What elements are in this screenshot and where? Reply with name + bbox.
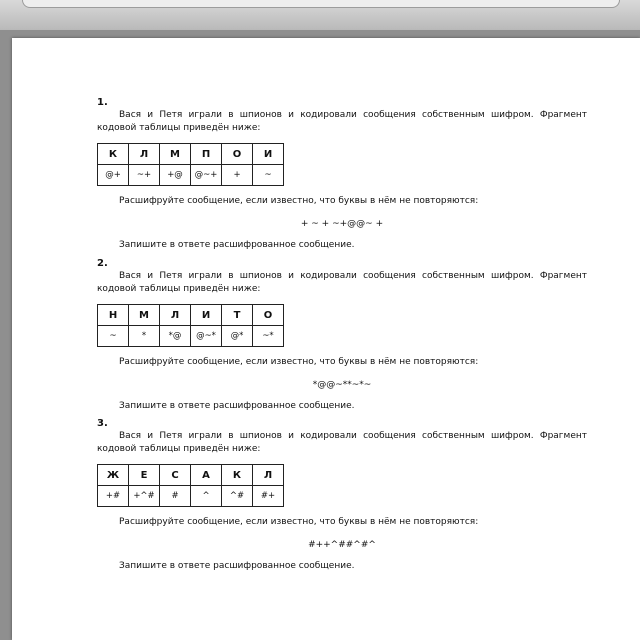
letter-cell: Н xyxy=(98,305,129,326)
code-table xyxy=(97,143,284,186)
document-page[interactable] xyxy=(12,38,640,640)
task-1 xyxy=(97,97,587,251)
letter-cell: О xyxy=(253,305,284,326)
task-number: 3. xyxy=(97,418,108,429)
letter-cell: Л xyxy=(129,144,160,165)
code-cell: ~+ xyxy=(129,165,160,186)
letter-cell: Т xyxy=(222,305,253,326)
letter-cell: О xyxy=(222,144,253,165)
letter-cell: Л xyxy=(253,465,284,486)
letter-cell: М xyxy=(160,144,191,165)
code-cell: ~ xyxy=(98,326,129,347)
task-instruction: Расшифруйте сообщение, если известно, что буквы в нём не повторяются: xyxy=(119,357,479,367)
code-cell: + xyxy=(222,165,253,186)
task-instruction: Расшифруйте сообщение, если известно, что буквы в нём не повторяются: xyxy=(119,196,479,206)
code-cell: @~* xyxy=(191,326,222,347)
code-cell: +@ xyxy=(160,165,191,186)
code-table xyxy=(97,464,284,507)
encoded-message: #++^##^#^ xyxy=(308,540,376,550)
viewer-top-frame xyxy=(0,0,640,30)
letter-cell: П xyxy=(191,144,222,165)
codes-row xyxy=(98,326,284,347)
task-3 xyxy=(97,418,587,572)
letters-row xyxy=(98,465,284,486)
code-cell: +^# xyxy=(129,486,160,507)
encoded-message: *@@~**~*~ xyxy=(312,380,372,390)
codes-row xyxy=(98,165,284,186)
letters-row xyxy=(98,305,284,326)
letter-cell: Е xyxy=(129,465,160,486)
encoded-message: + ~ + ~+@@~ + xyxy=(300,219,384,229)
task-text: Вася и Петя играли в шпионов и кодировали сообщения собственным шифром. Фрагмент кодовой таблицы приведён ниже: xyxy=(97,271,587,294)
code-cell: +# xyxy=(98,486,129,507)
letter-cell: Ж xyxy=(98,465,129,486)
code-cell: ~* xyxy=(253,326,284,347)
letter-cell: И xyxy=(191,305,222,326)
task-number: 1. xyxy=(97,97,108,108)
answer-prompt: Запишите в ответе расшифрованное сообщение. xyxy=(119,240,355,250)
letter-cell: С xyxy=(160,465,191,486)
code-cell: ~ xyxy=(253,165,284,186)
code-cell: ^ xyxy=(191,486,222,507)
answer-prompt: Запишите в ответе расшифрованное сообщение. xyxy=(119,401,355,411)
task-text: Вася и Петя играли в шпионов и кодировали сообщения собственным шифром. Фрагмент кодовой таблицы приведён ниже: xyxy=(97,431,587,454)
letter-cell: К xyxy=(222,465,253,486)
codes-row xyxy=(98,486,284,507)
task-2 xyxy=(97,258,587,412)
code-cell: # xyxy=(160,486,191,507)
letter-cell: К xyxy=(98,144,129,165)
letter-cell: А xyxy=(191,465,222,486)
code-cell: @* xyxy=(222,326,253,347)
letter-cell: И xyxy=(253,144,284,165)
code-table xyxy=(97,304,284,347)
task-instruction: Расшифруйте сообщение, если известно, что буквы в нём не повторяются: xyxy=(119,517,479,527)
code-cell: ^# xyxy=(222,486,253,507)
answer-prompt: Запишите в ответе расшифрованное сообщение. xyxy=(119,561,355,571)
letters-row xyxy=(98,144,284,165)
task-number: 2. xyxy=(97,258,108,269)
letter-cell: М xyxy=(129,305,160,326)
code-cell: * xyxy=(129,326,160,347)
letter-cell: Л xyxy=(160,305,191,326)
task-text: Вася и Петя играли в шпионов и кодировали сообщения собственным шифром. Фрагмент кодовой таблицы приведён ниже: xyxy=(97,110,587,133)
code-cell: @~+ xyxy=(191,165,222,186)
code-cell: *@ xyxy=(160,326,191,347)
code-cell: @+ xyxy=(98,165,129,186)
viewer-toolbar xyxy=(22,0,620,8)
code-cell: #+ xyxy=(253,486,284,507)
